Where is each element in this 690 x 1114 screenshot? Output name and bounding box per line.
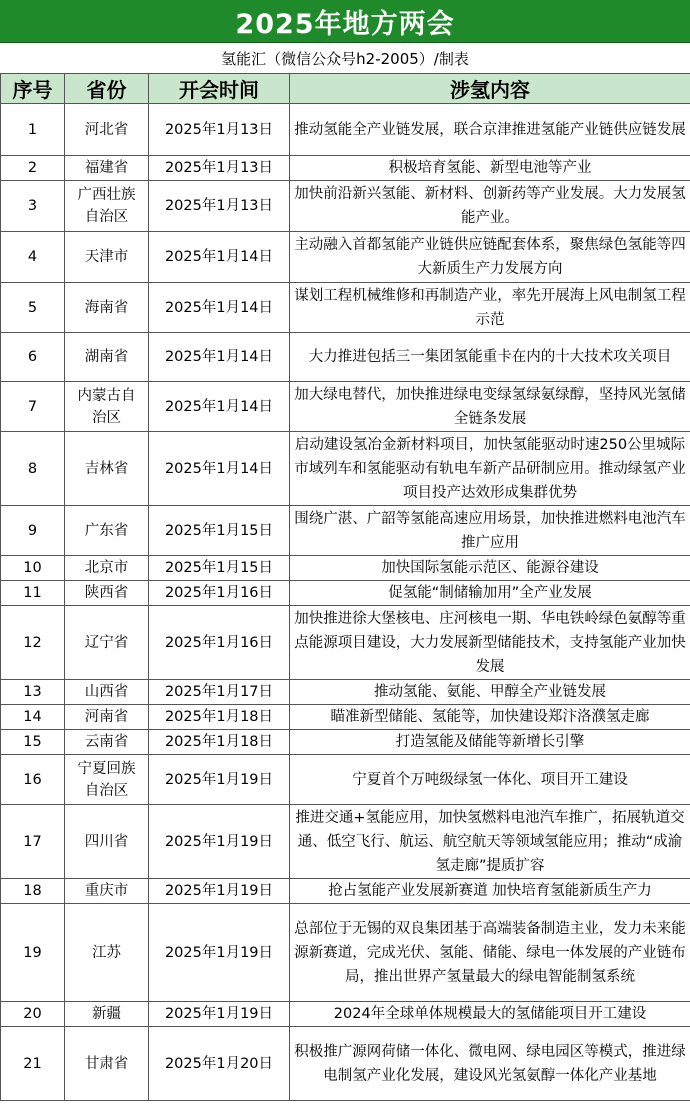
table-row [1,879,690,904]
cell-province: 内蒙古自治区 [65,382,149,432]
table-row [1,333,690,382]
table-row [1,104,690,156]
cell-province: 陕西省 [65,581,149,606]
cell-content: 总部位于无锡的双良集团基于高端装备制造主业，发力未来能源新赛道，完成光伏、氢能、储能、绿电一体发展的产业链布局，推出世界产氢量最大的绿电智能制氢系统 [290,904,690,1002]
cell-no: 6 [1,333,65,382]
cell-province: 辽宁省 [65,606,149,680]
cell-date: 2025年1月19日 [149,1002,290,1027]
cell-date: 2025年1月13日 [149,181,290,232]
cell-province: 重庆市 [65,879,149,904]
cell-date: 2025年1月14日 [149,283,290,333]
table-row [1,581,690,606]
page-subtitle: 氢能汇（微信公众号h2-2005）/制表 [0,43,690,73]
table-row [1,156,690,181]
page-title: 2025年地方两会 [0,0,690,43]
cell-date: 2025年1月14日 [149,232,290,283]
cell-date: 2025年1月13日 [149,104,290,156]
cell-date: 2025年1月13日 [149,156,290,181]
cell-content: 积极培育氢能、新型电池等产业 [290,156,690,181]
cell-province: 宁夏回族自治区 [65,755,149,805]
cell-no: 15 [1,730,65,755]
cell-no: 9 [1,506,65,556]
cell-date: 2025年1月20日 [149,1027,290,1101]
cell-no: 5 [1,283,65,333]
cell-content: 大力推进包括三一集团氢能重卡在内的十大技术攻关项目 [290,333,690,382]
cell-no: 12 [1,606,65,680]
cell-province: 江苏 [65,904,149,1002]
cell-content: 打造氢能及储能等新增长引擎 [290,730,690,755]
cell-no: 7 [1,382,65,432]
cell-date: 2025年1月14日 [149,333,290,382]
header-content: 涉氢内容 [290,74,690,104]
cell-date: 2025年1月15日 [149,506,290,556]
header-province: 省份 [65,74,149,104]
cell-content: 加大绿电替代，加快推进绿电变绿氢绿氨绿醇，坚持风光氢储全链条发展 [290,382,690,432]
cell-date: 2025年1月19日 [149,879,290,904]
table-body [1,104,690,1101]
cell-province: 新疆 [65,1002,149,1027]
cell-content: 加快国际氢能示范区、能源谷建设 [290,556,690,581]
header-no: 序号 [1,74,65,104]
cell-content: 围绕广湛、广韶等氢能高速应用场景，加快推进燃料电池汽车推广应用 [290,506,690,556]
table-header-row [1,74,690,104]
cell-province: 河北省 [65,104,149,156]
cell-content: 抢占氢能产业发展新赛道 加快培育氢能新质生产力 [290,879,690,904]
table-row [1,506,690,556]
table-row [1,705,690,730]
table-row [1,181,690,232]
cell-content: 推动氢能、氨能、甲醇全产业链发展 [290,680,690,705]
cell-province: 湖南省 [65,333,149,382]
table-row [1,283,690,333]
table-row [1,232,690,283]
cell-content: 积极推广源网荷储一体化、微电网、绿电园区等模式，推进绿电制氢产业化发展，建设风光氢氨醇一体化产业基地 [290,1027,690,1101]
table-row [1,432,690,506]
cell-no: 14 [1,705,65,730]
table-row [1,730,690,755]
table-row [1,680,690,705]
cell-content: 推动氢能全产业链发展，联合京津推进氢能产业链供应链发展 [290,104,690,156]
cell-province: 广西壮族自治区 [65,181,149,232]
cell-province: 吉林省 [65,432,149,506]
cell-no: 10 [1,556,65,581]
cell-date: 2025年1月19日 [149,755,290,805]
cell-content: 加快前沿新兴氢能、新材料、创新药等产业发展。大力发展氢能产业。 [290,181,690,232]
cell-date: 2025年1月16日 [149,606,290,680]
cell-province: 海南省 [65,283,149,333]
cell-province: 山西省 [65,680,149,705]
table-row [1,1002,690,1027]
cell-content: 加快推进徐大堡核电、庄河核电一期、华电铁岭绿色氨醇等重点能源项目建设，大力发展新型储能技术，支持氢能产业加快发展 [290,606,690,680]
table-row [1,606,690,680]
table-row [1,382,690,432]
cell-no: 16 [1,755,65,805]
cell-province: 福建省 [65,156,149,181]
cell-date: 2025年1月17日 [149,680,290,705]
cell-no: 8 [1,432,65,506]
cell-no: 18 [1,879,65,904]
cell-province: 云南省 [65,730,149,755]
header-date: 开会时间 [149,74,290,104]
cell-date: 2025年1月18日 [149,730,290,755]
cell-no: 13 [1,680,65,705]
cell-content: 主动融入首都氢能产业链供应链配套体系，聚焦绿色氢能等四大新质生产力发展方向 [290,232,690,283]
cell-content: 推进交通+氢能应用，加快氢燃料电池汽车推广，拓展轨道交通、低空飞行、航运、航空航天等领域氢能应用；推动“成渝氢走廊”提质扩容 [290,805,690,879]
cell-date: 2025年1月18日 [149,705,290,730]
table-row [1,1027,690,1101]
cell-no: 19 [1,904,65,1002]
cell-no: 4 [1,232,65,283]
cell-content: 促氢能“制储输加用”全产业发展 [290,581,690,606]
cell-content: 宁夏首个万吨级绿氢一体化、项目开工建设 [290,755,690,805]
cell-no: 11 [1,581,65,606]
table-row [1,805,690,879]
cell-content: 启动建设氢冶金新材料项目，加快氢能驱动时速250公里城际市域列车和氢能驱动有轨电车新产品研制应用。推动绿氢产业项目投产达效形成集群优势 [290,432,690,506]
cell-no: 20 [1,1002,65,1027]
cell-date: 2025年1月16日 [149,581,290,606]
cell-date: 2025年1月14日 [149,382,290,432]
cell-no: 21 [1,1027,65,1101]
cell-no: 17 [1,805,65,879]
cell-date: 2025年1月19日 [149,805,290,879]
cell-province: 河南省 [65,705,149,730]
hydrogen-policy-table [0,73,690,1101]
table-row [1,556,690,581]
cell-province: 北京市 [65,556,149,581]
cell-no: 3 [1,181,65,232]
cell-content: 2024年全球单体规模最大的氢储能项目开工建设 [290,1002,690,1027]
cell-province: 甘肃省 [65,1027,149,1101]
cell-content: 瞄准新型储能、氢能等，加快建设郑汴洛濮氢走廊 [290,705,690,730]
cell-province: 天津市 [65,232,149,283]
table-row [1,755,690,805]
cell-no: 1 [1,104,65,156]
cell-content: 谋划工程机械维修和再制造产业，率先开展海上风电制氢工程示范 [290,283,690,333]
table-row [1,904,690,1002]
cell-province: 广东省 [65,506,149,556]
cell-date: 2025年1月15日 [149,556,290,581]
cell-province: 四川省 [65,805,149,879]
cell-date: 2025年1月19日 [149,904,290,1002]
cell-no: 2 [1,156,65,181]
cell-date: 2025年1月14日 [149,432,290,506]
